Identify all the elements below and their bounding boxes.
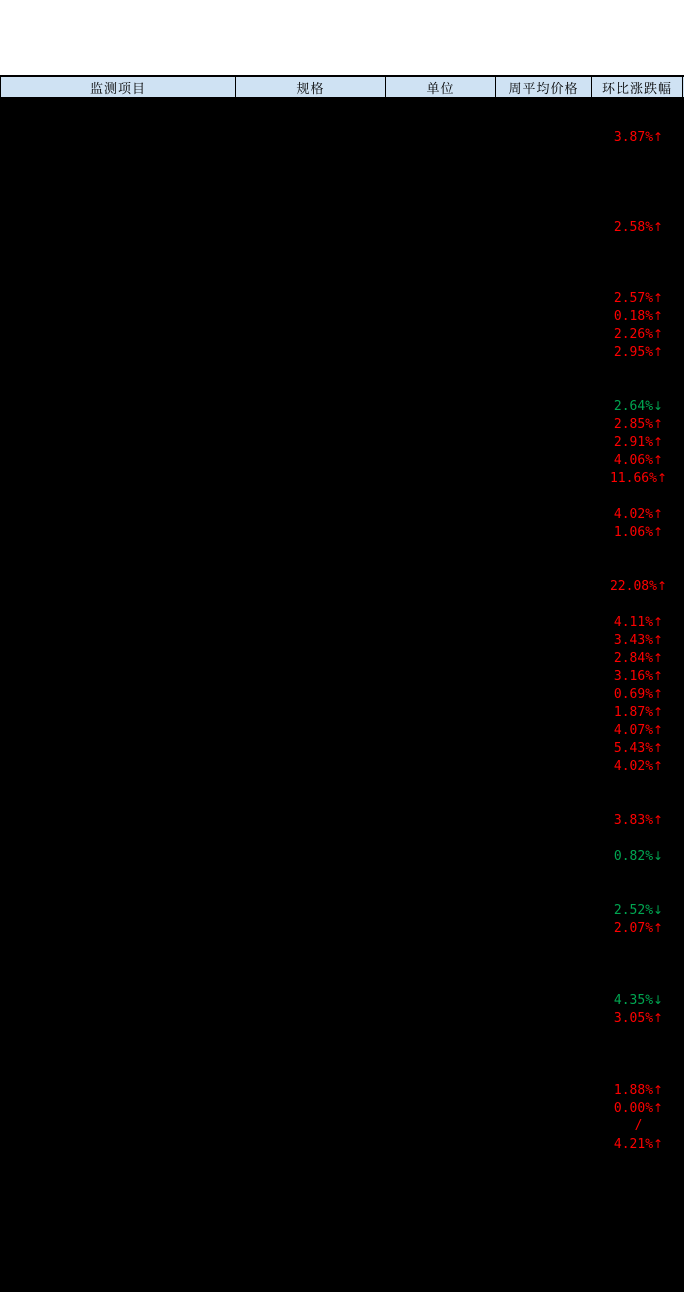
change-rate-value: 0.18% xyxy=(613,309,654,324)
arrow-up-icon: ↑ xyxy=(653,759,664,773)
arrow-up-icon: ↑ xyxy=(653,309,664,323)
arrow-up-icon: ↑ xyxy=(653,327,664,341)
change-rate-cell xyxy=(593,651,684,666)
change-rate-cell xyxy=(593,813,684,828)
change-rate-cell xyxy=(593,705,684,720)
change-rate-value: 1.87% xyxy=(613,705,654,720)
arrow-up-icon: ↑ xyxy=(653,741,664,755)
change-rate-cell xyxy=(593,1101,684,1116)
change-rate-cell xyxy=(593,471,684,486)
change-rate-cell xyxy=(593,759,684,774)
change-rate-value: 2.95% xyxy=(613,345,654,360)
change-rate-value: 2.64% xyxy=(613,399,654,414)
arrow-up-icon: ↑ xyxy=(653,525,664,539)
change-rate-cell xyxy=(593,130,684,145)
change-rate-cell: / xyxy=(634,1118,643,1133)
arrow-up-icon: ↑ xyxy=(653,1011,664,1025)
change-rate-value: 2.26% xyxy=(613,327,654,342)
arrow-up-icon: ↑ xyxy=(653,813,664,827)
change-rate-cell xyxy=(593,1137,684,1152)
change-rate-value: 22.08% xyxy=(609,579,657,594)
arrow-up-icon: ↑ xyxy=(653,615,664,629)
arrow-up-icon: ↑ xyxy=(653,921,664,935)
change-rate-cell xyxy=(593,1011,684,1026)
arrow-up-icon: ↑ xyxy=(653,705,664,719)
arrow-up-icon: ↑ xyxy=(653,291,664,305)
change-rate-value: 2.58% xyxy=(613,220,654,235)
change-rate-value: 2.57% xyxy=(613,291,654,306)
change-rate-value: 3.83% xyxy=(613,813,654,828)
arrow-up-icon: ↑ xyxy=(653,417,664,431)
change-rate-cell xyxy=(593,309,684,324)
arrow-up-icon: ↑ xyxy=(653,130,664,144)
change-rate-cell xyxy=(593,1083,684,1098)
change-rate-value: 4.21% xyxy=(613,1137,654,1152)
change-rate-cell xyxy=(593,921,684,936)
change-rate-value: 4.06% xyxy=(613,453,654,468)
change-rate-value: 3.87% xyxy=(613,130,654,145)
arrow-up-icon: ↑ xyxy=(653,723,664,737)
change-rate-cell xyxy=(593,669,684,684)
page-top-blank-strip xyxy=(0,0,684,76)
change-rate-cell xyxy=(593,399,684,414)
arrow-up-icon: ↑ xyxy=(653,669,664,683)
change-rate-value: 0.00% xyxy=(613,1101,654,1116)
arrow-up-icon: ↑ xyxy=(653,435,664,449)
arrow-up-icon: ↑ xyxy=(653,453,664,467)
change-rate-cell xyxy=(593,291,684,306)
table-body xyxy=(0,98,684,1292)
arrow-up-icon: ↑ xyxy=(656,579,668,593)
change-rate-cell xyxy=(593,723,684,738)
change-rate-cell xyxy=(593,579,684,594)
column-header-change-rate: 环比涨跌幅 xyxy=(592,77,683,97)
arrow-up-icon: ↑ xyxy=(656,471,668,485)
change-rate-cell xyxy=(593,633,684,648)
change-rate-value: 2.85% xyxy=(613,417,654,432)
arrow-up-icon: ↑ xyxy=(653,345,664,359)
column-header-item: 监测项目 xyxy=(0,77,236,97)
change-rate-value: 2.52% xyxy=(613,903,654,918)
change-rate-value: 0.69% xyxy=(613,687,654,702)
arrow-up-icon: ↑ xyxy=(653,220,664,234)
arrow-down-icon: ↓ xyxy=(653,399,664,413)
change-rate-cell xyxy=(593,435,684,450)
change-rate-value: 4.35% xyxy=(613,993,654,1008)
change-rate-value: 4.02% xyxy=(613,507,654,522)
change-rate-cell xyxy=(593,327,684,342)
change-rate-cell xyxy=(593,525,684,540)
change-rate-value: 2.91% xyxy=(613,435,654,450)
arrow-up-icon: ↑ xyxy=(653,1101,664,1115)
change-rate-cell xyxy=(593,507,684,522)
change-rate-value: 2.84% xyxy=(613,651,654,666)
change-rate-value: 4.02% xyxy=(613,759,654,774)
column-header-spec: 规格 xyxy=(236,77,386,97)
arrow-up-icon: ↑ xyxy=(653,1137,664,1151)
change-rate-cell xyxy=(593,687,684,702)
arrow-up-icon: ↑ xyxy=(653,687,664,701)
arrow-up-icon: ↑ xyxy=(653,651,664,665)
change-rate-cell xyxy=(593,417,684,432)
change-rate-value: 3.05% xyxy=(613,1011,654,1026)
arrow-down-icon: ↓ xyxy=(653,993,664,1007)
change-rate-value: 5.43% xyxy=(613,741,654,756)
change-rate-value: 11.66% xyxy=(609,471,657,486)
table-header-row xyxy=(0,76,684,98)
arrow-up-icon: ↑ xyxy=(653,507,664,521)
column-header-unit: 单位 xyxy=(386,77,496,97)
change-rate-cell xyxy=(593,615,684,630)
change-rate-value: 2.07% xyxy=(613,921,654,936)
change-rate-cell xyxy=(593,220,684,235)
change-rate-value: 4.07% xyxy=(613,723,654,738)
arrow-down-icon: ↓ xyxy=(653,903,664,917)
change-rate-value: 3.43% xyxy=(613,633,654,648)
change-rate-cell xyxy=(593,345,684,360)
change-rate-value: 1.06% xyxy=(613,525,654,540)
change-rate-cell xyxy=(593,993,684,1008)
change-rate-cell xyxy=(593,849,684,864)
change-rate-value: 3.16% xyxy=(613,669,654,684)
change-rate-cell xyxy=(593,453,684,468)
arrow-up-icon: ↑ xyxy=(653,1083,664,1097)
change-rate-cell xyxy=(593,903,684,918)
change-rate-value: 0.82% xyxy=(613,849,654,864)
change-rate-value: 4.11% xyxy=(613,615,654,630)
arrow-up-icon: ↑ xyxy=(653,633,664,647)
change-rate-value: 1.88% xyxy=(613,1083,654,1098)
change-rate-cell xyxy=(593,741,684,756)
column-header-weekly-avg-price: 周平均价格 xyxy=(496,77,592,97)
arrow-down-icon: ↓ xyxy=(653,849,664,863)
